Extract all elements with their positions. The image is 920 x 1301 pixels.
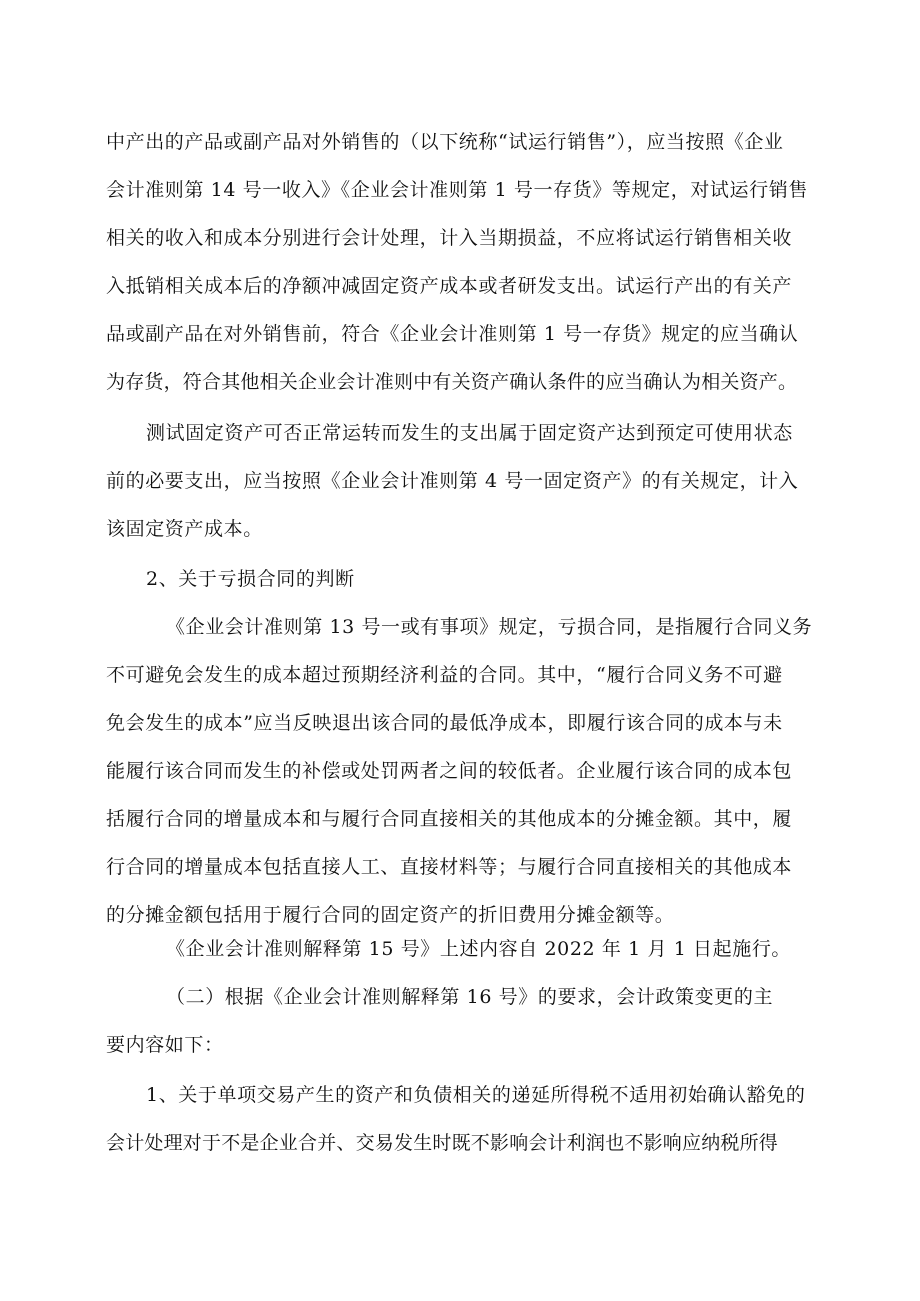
section-heading: （二）根据《企业会计准则解释第 16 号》的要求，会计政策变更的主 (166, 986, 774, 1008)
paragraph-line: 行合同的增量成本包括直接人工、直接材料等；与履行合同直接相关的其他成本 (106, 856, 793, 878)
paragraph-line: 为存货，符合其他相关企业会计准则中有关资产确认条件的应当确认为相关资产。 (106, 371, 798, 393)
paragraph-line: 中产出的产品或副产品对外销售的（以下统称“试运行销售”），应当按照《企业 (106, 131, 784, 153)
section-heading: 2、关于亏损合同的判断 (146, 568, 355, 590)
paragraph-line: 的分摊金额包括用于履行合同的固定资产的折旧费用分摊金额等。 (106, 904, 675, 926)
list-item-heading: 1、关于单项交易产生的资产和负债相关的递延所得税不适用初始确认豁免的 (146, 1084, 806, 1106)
paragraph-line: 能履行该合同而发生的补偿或处罚两者之间的较低者。企业履行该合同的成本包 (106, 760, 793, 782)
paragraph-line: 前的必要支出，应当按照《企业会计准则第 4 号一固定资产》的有关规定，计入 (106, 470, 799, 492)
paragraph-line: 括履行合同的增量成本和与履行合同直接相关的其他成本的分摊金额。其中，履 (106, 808, 793, 830)
effective-date-note: 《企业会计准则解释第 15 号》上述内容自 2022 年 1 月 1 日起施行。 (166, 938, 792, 960)
paragraph-line: 不可避免会发生的成本超过预期经济利益的合同。其中，“履行合同义务不可避 (106, 664, 783, 686)
paragraph-line: 《企业会计准则第 13 号一或有事项》规定，亏损合同，是指履行合同义务 (166, 616, 813, 638)
paragraph-line: 测试固定资产可否正常运转而发生的支出属于固定资产达到预定可使用状态 (146, 422, 793, 444)
paragraph-line: 会计准则第 14 号一收入》《企业会计准则第 1 号一存货》等规定，对试运行销售 (106, 179, 808, 201)
paragraph-line: 品或副产品在对外销售前，符合《企业会计准则第 1 号一存货》规定的应当确认 (106, 323, 799, 345)
paragraph-line: 要内容如下： (106, 1034, 224, 1056)
paragraph-line: 相关的收入和成本分别进行会计处理，计入当期损益，不应将试运行销售相关收 (106, 227, 793, 249)
paragraph-line: 该固定资产成本。 (106, 518, 263, 540)
paragraph-line: 会计处理对于不是企业合并、交易发生时既不影响会计利润也不影响应纳税所得 (106, 1132, 779, 1154)
paragraph-line: 入抵销相关成本后的净额冲减固定资产成本或者研发支出。试运行产出的有关产 (106, 275, 793, 297)
paragraph-line: 免会发生的成本”应当反映退出该合同的最低净成本，即履行该合同的成本与未 (106, 712, 783, 734)
